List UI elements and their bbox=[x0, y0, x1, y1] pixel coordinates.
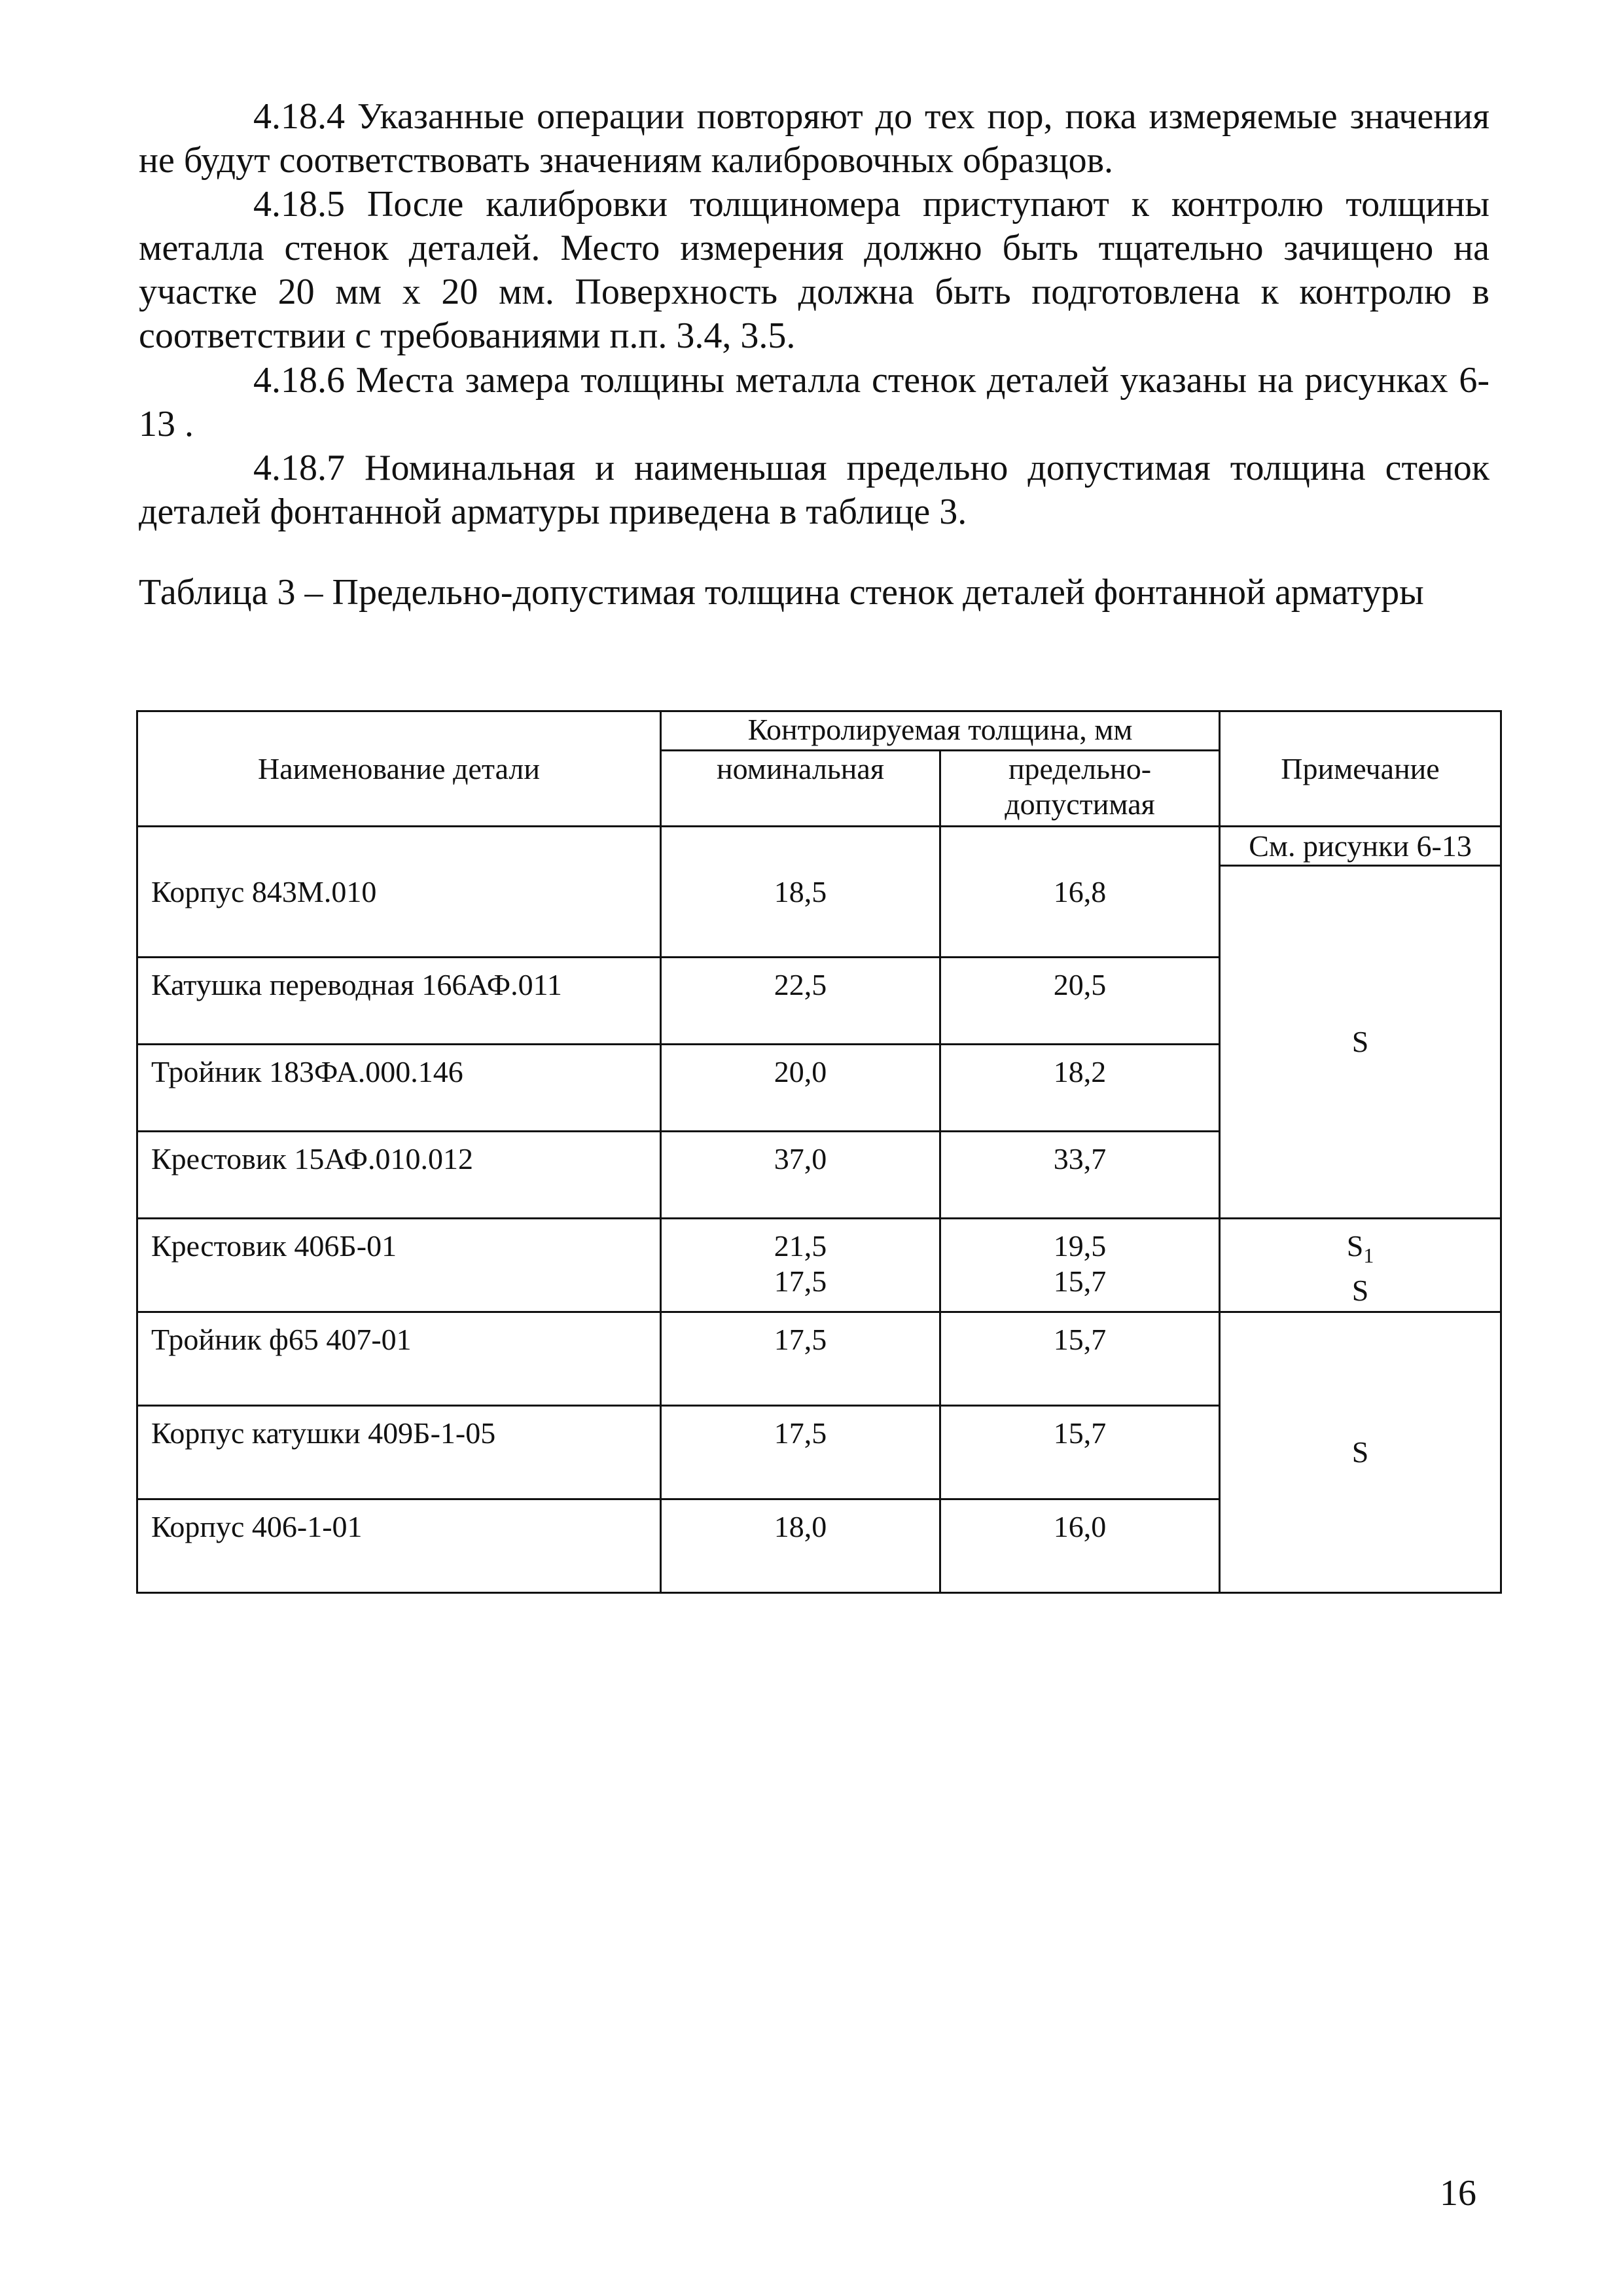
header-limit bbox=[940, 751, 1220, 827]
header-name: Наименование детали bbox=[137, 711, 661, 827]
header-limit-text: предельно-допустимая bbox=[1005, 752, 1155, 821]
row-name: Тройник ф65 407-01 bbox=[137, 1312, 661, 1406]
note-s: S bbox=[1351, 1274, 1369, 1308]
row-nominal: 17,5 bbox=[661, 1312, 940, 1406]
thickness-table bbox=[136, 710, 1502, 1594]
row-limit bbox=[940, 1219, 1220, 1312]
row-limit-2: 15,7 bbox=[1053, 1265, 1107, 1298]
header-nominal: номинальная bbox=[661, 751, 940, 827]
row-nominal-1: 21,5 bbox=[774, 1229, 827, 1263]
note-s1-sub: 1 bbox=[1363, 1244, 1374, 1268]
row-nominal bbox=[661, 1219, 940, 1312]
paragraph-4-18-4: 4.18.4 Указанные операции повторяют до тех пор, пока измеряемые значения не будут соответствовать значениям калибровочных образцов. bbox=[139, 96, 1489, 181]
row-limit-1: 19,5 bbox=[1053, 1229, 1107, 1263]
row-nominal-2: 17,5 bbox=[774, 1265, 827, 1298]
row-nominal: 18,0 bbox=[661, 1499, 940, 1593]
row-name: Корпус 843М.010 bbox=[137, 827, 661, 958]
row-nominal: 22,5 bbox=[661, 958, 940, 1045]
row-nominal: 17,5 bbox=[661, 1406, 940, 1499]
table-row bbox=[137, 1219, 1501, 1312]
row-name: Крестовик 15АФ.010.012 bbox=[137, 1132, 661, 1219]
row-limit: 15,7 bbox=[940, 1312, 1220, 1406]
paragraph-4-18-7: 4.18.7 Номинальная и наименьшая предельно допустимая толщина стенок деталей фонтанной арматуры приведена в таблице 3. bbox=[139, 448, 1489, 532]
page-number: 16 bbox=[1440, 2173, 1476, 2214]
note-s1-base: S bbox=[1346, 1229, 1364, 1263]
header-thickness-group: Контролируемая толщина, мм bbox=[661, 711, 1220, 751]
table-row bbox=[137, 1312, 1501, 1406]
table-row bbox=[137, 827, 1501, 866]
row-nominal: 37,0 bbox=[661, 1132, 940, 1219]
row-limit: 20,5 bbox=[940, 958, 1220, 1045]
row-limit: 16,0 bbox=[940, 1499, 1220, 1593]
row-name: Тройник 183ФА.000.146 bbox=[137, 1045, 661, 1132]
row-name: Катушка переводная 166АФ.011 bbox=[137, 958, 661, 1045]
note-group-s-2: S bbox=[1220, 1312, 1501, 1593]
row-name: Крестовик 406Б-01 bbox=[137, 1219, 661, 1312]
paragraph-4-18-5: 4.18.5 После калибровки толщиномера приступают к контролю толщины металла стенок деталей. Место измерения должно быть тщательно зачищено на участке 20 мм х 20 мм. Поверхность должна быть подготовлена к контролю в соответствии с требованиями п.п. 3.4, 3.5. bbox=[139, 184, 1489, 356]
table-caption: Таблица 3 – Предельно-допустимая толщина стенок деталей фонтанной арматуры bbox=[139, 572, 1424, 613]
row-limit: 18,2 bbox=[940, 1045, 1220, 1132]
note-see-figures: См. рисунки 6-13 bbox=[1220, 827, 1501, 866]
row-name: Корпус катушки 409Б-1-05 bbox=[137, 1406, 661, 1499]
row-limit: 33,7 bbox=[940, 1132, 1220, 1219]
row-limit: 15,7 bbox=[940, 1406, 1220, 1499]
note-group-s: S bbox=[1220, 866, 1501, 1219]
row-limit: 16,8 bbox=[940, 827, 1220, 958]
row-nominal: 18,5 bbox=[661, 827, 940, 958]
note-row5 bbox=[1220, 1219, 1501, 1312]
row-nominal: 20,0 bbox=[661, 1045, 940, 1132]
note-s1 bbox=[1221, 1229, 1500, 1273]
header-note: Примечание bbox=[1220, 711, 1501, 827]
row-name: Корпус 406-1-01 bbox=[137, 1499, 661, 1593]
paragraph-4-18-6: 4.18.6 Места замера толщины металла стенок деталей указаны на рисунках 6-13 . bbox=[139, 360, 1489, 444]
